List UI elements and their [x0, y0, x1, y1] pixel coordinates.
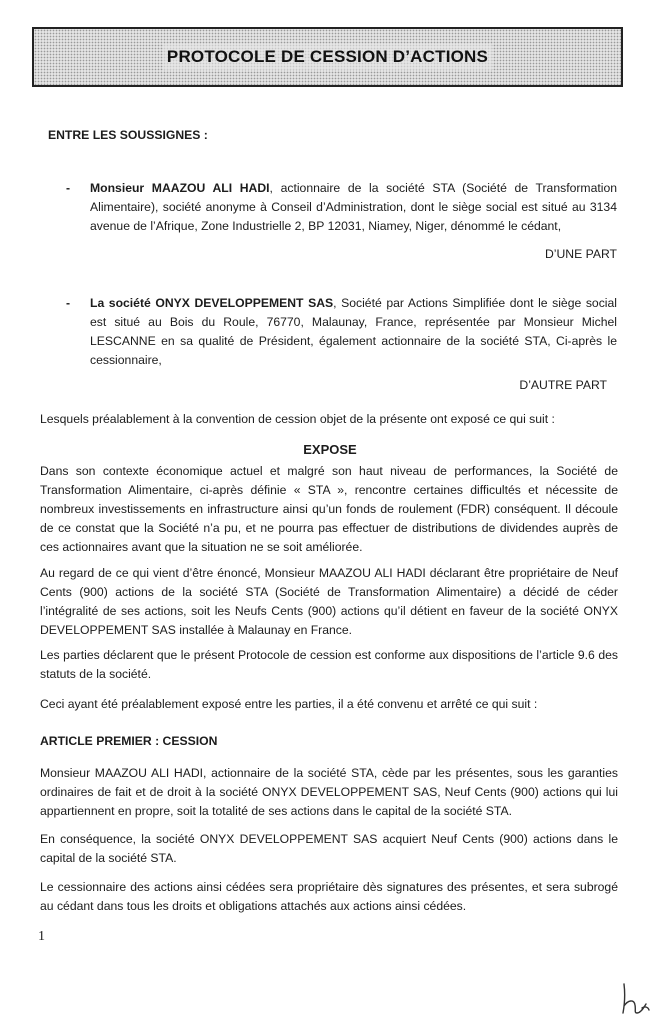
expose-heading: EXPOSE — [303, 442, 357, 457]
party1-paragraph — [90, 179, 617, 236]
handwritten-initials — [620, 980, 652, 1016]
expose-paragraph-1: Dans son contexte économique actuel et malgré son haut niveau de performances, la Société de Transformation Alimentaire, ci-après définie « STA », rencontre certaines difficultés et nécessite de nombreux investissements en infrastructure ainsi qu’un fonds de roulement (FDR) conséquent. Il découle de ce constat que la Société n’a pu, et ne pourra pas effectuer de distributions de dividendes auprès de ces actionnaires avant que la situation ne se soit améliorée. — [40, 464, 618, 554]
article1-paragraph-1: Monsieur MAAZOU ALI HADI, actionnaire de la société STA, cède par les présentes, sous les garanties ordinaires de fait et de droit à la société ONYX DEVELOPPEMENT SAS, Neuf Cents (900) actions qui lui appartiennent en propre, soit la totalité de ses actions dans le capital de la société STA. — [40, 766, 618, 818]
party1-text: , actionnaire de la société STA (Société de Transformation Alimentaire), société anonyme à Conseil d’Administration, dont le siège social est situé au 3134 avenue de l’Afrique, Zone Industrielle 2, BP 12031, Niamey, Niger, dénommé le cédant, — [90, 181, 617, 233]
party2-bullet: - — [66, 296, 71, 310]
expose-paragraph-3: Les parties déclarent que le présent Protocole de cession est conforme aux dispositions de l’article 9.6 des statuts de la société. — [40, 648, 618, 681]
page-number: 1 — [38, 929, 45, 944]
expose-paragraph-2: Au regard de ce qui vient d’être énoncé, Monsieur MAAZOU ALI HADI déclarant être propriétaire de Neuf Cents (900) actions de la société STA (Société de Transformation Alimentaire) a décidé de céder l’intégralité de ses actions, soit les Neufs Cents (900) actions qu’il détient en faveur de la société ONYX DEVELOPPEMENT SAS installée à Malaunay en France. — [40, 566, 618, 637]
party2-paragraph — [90, 294, 617, 370]
party2-name: La société ONYX DEVELOPPEMENT SAS — [90, 296, 334, 310]
parties-heading: ENTRE LES SOUSSIGNES : — [48, 128, 208, 142]
party2-tag: D’AUTRE PART — [519, 378, 607, 392]
article1-heading: ARTICLE PREMIER : CESSION — [40, 734, 218, 748]
preamble: Lesquels préalablement à la convention de cession objet de la présente ont exposé ce qui suit : — [40, 412, 555, 426]
party1-bullet: - — [66, 181, 71, 195]
article1-paragraph-3: Le cessionnaire des actions ainsi cédées sera propriétaire dès signatures des présentes, et sera subrogé au cédant dans tous les droits et obligations attachés aux actions ainsi cédées. — [40, 880, 618, 913]
expose-paragraph-4: Ceci ayant été préalablement exposé entre les parties, il a été convenu et arrêté ce qui suit : — [40, 697, 538, 711]
party1-tag: D’UNE PART — [544, 247, 617, 261]
document-title: PROTOCOLE DE CESSION D’ACTIONS — [163, 44, 492, 70]
party2-text: , Société par Actions Simplifiée dont le siège social est situé au Bois du Roule, 76770, Malaunay, France, représentée par Monsieur Michel LESCANNE en sa qualité de Président, également actionnaire de la société STA, Ci-après le cessionnaire, — [90, 296, 617, 367]
article1-paragraph-2: En conséquence, la société ONYX DEVELOPPEMENT SAS acquiert Neuf Cents (900) actions dans le capital de la société STA. — [40, 832, 618, 865]
title-box — [32, 27, 623, 87]
party1-name: Monsieur MAAZOU ALI HADI — [90, 181, 270, 195]
